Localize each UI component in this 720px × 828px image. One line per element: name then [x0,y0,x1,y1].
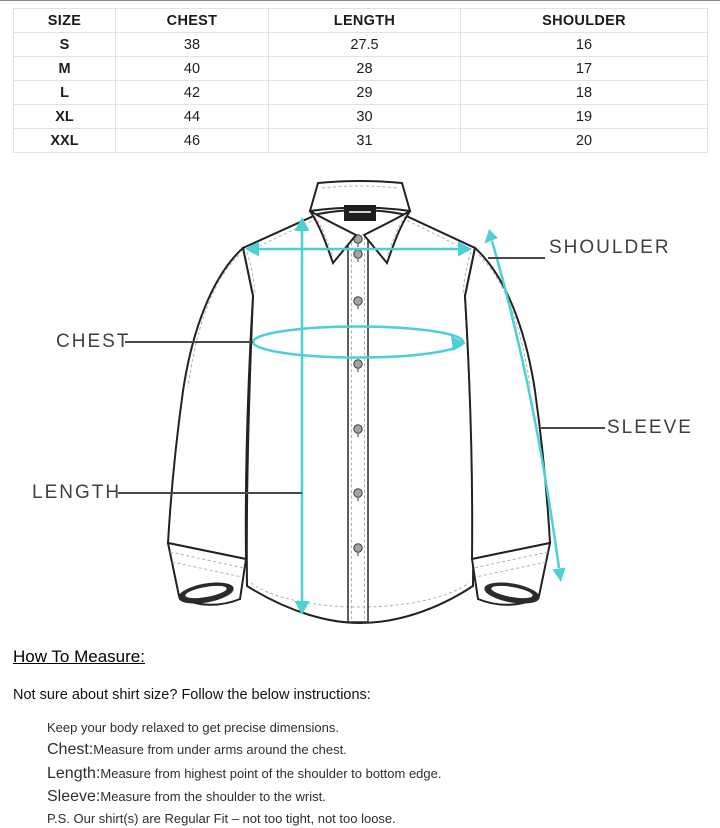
cell-shoulder: 16 [461,33,708,57]
table-row [14,57,708,81]
measure-step [47,719,339,737]
header-size: SIZE [14,9,116,33]
how-to-measure-heading: How To Measure: [13,647,145,666]
chest-label: CHEST [56,331,131,352]
shirt-measurement-diagram [0,171,720,641]
step-prefix: Chest: [47,741,94,758]
cell-size: L [14,81,116,105]
cell-size: M [14,57,116,81]
chest-connector-line [125,341,253,343]
cell-length: 31 [269,129,461,153]
shoulder-connector-line [488,257,545,259]
size-chart-table [13,8,708,153]
cell-length: 27.5 [269,33,461,57]
cell-shoulder: 19 [461,105,708,129]
cell-shoulder: 17 [461,57,708,81]
measure-step [47,765,441,783]
sleeve-connector-line [541,427,605,429]
cell-shoulder: 20 [461,129,708,153]
step-prefix: Sleeve: [47,788,101,805]
step-text: Keep your body relaxed to get precise dimensions. [47,720,339,735]
table-row [14,105,708,129]
table-row [14,81,708,105]
cell-chest: 46 [116,129,269,153]
table-header-row [14,9,708,33]
measure-step [47,741,347,759]
measure-step [47,788,326,806]
cell-size: XL [14,105,116,129]
cell-chest: 38 [116,33,269,57]
step-text: Measure from under arms around the chest. [93,742,347,757]
table-row [14,129,708,153]
cell-length: 28 [269,57,461,81]
step-text: Measure from the shoulder to the wrist. [100,789,326,804]
cell-size: XXL [14,129,116,153]
step-prefix: Length: [47,765,101,782]
cell-chest: 44 [116,105,269,129]
cell-chest: 40 [116,57,269,81]
header-length: LENGTH [269,9,461,33]
sleeve-label: SLEEVE [607,417,693,438]
cell-size: S [14,33,116,57]
how-to-measure-intro: Not sure about shirt size? Follow the below instructions: [13,687,371,703]
cell-chest: 42 [116,81,269,105]
header-shoulder: SHOULDER [461,9,708,33]
table-row [14,33,708,57]
step-text: P.S. Our shirt(s) are Regular Fit – not too tight, not too loose. [47,811,396,826]
header-chest: CHEST [116,9,269,33]
length-label: LENGTH [32,482,122,503]
step-text: Measure from highest point of the shoulder to bottom edge. [100,766,442,781]
measure-step [47,810,396,828]
cell-length: 29 [269,81,461,105]
length-connector-line [118,492,302,494]
cell-length: 30 [269,105,461,129]
shoulder-label: SHOULDER [549,237,671,258]
cell-shoulder: 18 [461,81,708,105]
